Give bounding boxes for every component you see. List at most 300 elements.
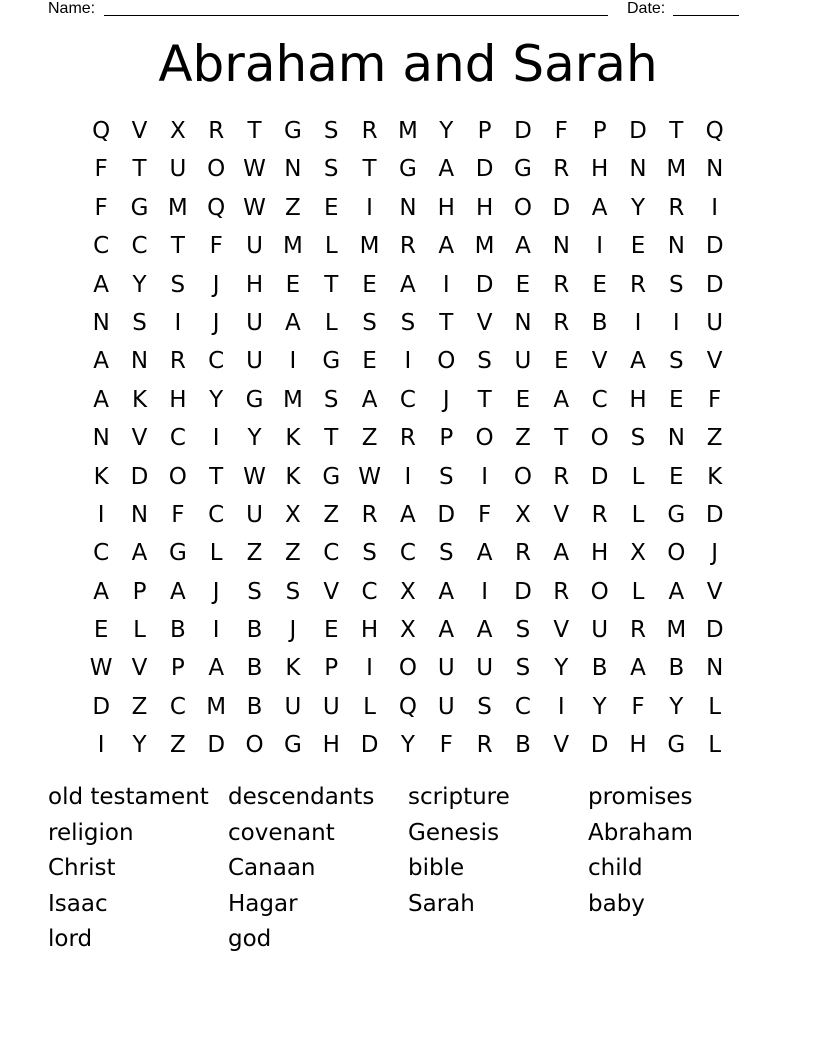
grid-letter: A [668, 578, 685, 605]
grid-letter: I [711, 194, 719, 221]
grid-letter: M [167, 194, 188, 221]
grid-letter: K [131, 386, 148, 413]
word-list-item: religion [48, 819, 134, 846]
grid-row [82, 534, 734, 572]
grid-letter: R [361, 118, 378, 144]
grid-letter: R [399, 233, 416, 260]
grid-letter: I [366, 655, 373, 682]
grid-letter: Z [285, 194, 301, 221]
grid-letter: I [596, 233, 604, 260]
grid-letter: I [289, 348, 297, 375]
grid-letter: F [209, 233, 223, 260]
word-search-grid [82, 112, 734, 765]
grid-letter: I [174, 309, 182, 336]
grid-letter: A [93, 386, 110, 413]
grid-letter: P [324, 655, 339, 682]
grid-letter: A [93, 348, 110, 375]
grid-letter: G [399, 156, 417, 183]
grid-letter: Y [209, 386, 224, 413]
grid-letter: W [243, 463, 266, 490]
grid-letter: J [212, 578, 220, 605]
grid-letter: V [553, 617, 570, 644]
grid-letter: L [363, 693, 376, 720]
grid-letter: S [477, 348, 492, 375]
grid-row [82, 649, 734, 687]
grid-letter: F [477, 501, 492, 528]
grid-letter: J [442, 386, 450, 413]
grid-letter: E [323, 194, 339, 221]
grid-letter: S [323, 386, 339, 413]
grid-letter: Y [132, 271, 147, 298]
grid-letter: Z [246, 540, 263, 567]
grid-letter: D [629, 118, 647, 144]
grid-letter: E [669, 463, 684, 490]
grid-letter: P [477, 118, 492, 144]
grid-letter: O [207, 156, 226, 183]
grid-letter: H [590, 156, 609, 183]
word-list-item: covenant [228, 819, 335, 846]
grid-row [82, 458, 734, 496]
grid-letter: N [667, 425, 685, 452]
grid-letter: A [438, 578, 455, 605]
grid-letter: O [168, 463, 187, 490]
grid-letter: F [631, 693, 645, 720]
word-list-item: promises [588, 784, 693, 810]
grid-letter: E [93, 617, 109, 644]
grid-letter: R [629, 617, 646, 644]
grid-letter: M [397, 118, 418, 144]
grid-letter: X [515, 501, 531, 528]
grid-letter: I [404, 463, 412, 490]
grid-letter: B [169, 617, 186, 644]
grid-letter: I [481, 463, 488, 490]
grid-letter: C [591, 386, 608, 413]
grid-letter: T [362, 156, 377, 183]
grid-letter: K [285, 463, 301, 490]
grid-letter: A [553, 540, 570, 567]
grid-letter: U [246, 233, 263, 260]
grid-letter: W [243, 156, 266, 183]
grid-letter: Z [169, 732, 186, 759]
grid-row [82, 688, 734, 726]
grid-letter: L [324, 309, 338, 336]
grid-letter: M [206, 693, 227, 720]
grid-letter: Q [92, 118, 111, 144]
grid-letter: P [132, 578, 147, 605]
grid-letter: I [634, 309, 642, 336]
word-list-item: scripture [408, 784, 510, 810]
grid-letter: A [476, 540, 493, 567]
grid-letter: J [212, 309, 220, 336]
grid-letter: A [169, 578, 186, 605]
grid-letter: Z [323, 501, 340, 528]
grid-letter: I [481, 578, 488, 605]
grid-letter: B [515, 732, 531, 759]
grid-letter: A [515, 233, 531, 260]
grid-letter: O [513, 463, 532, 490]
name-blank-line [104, 15, 608, 16]
grid-row [82, 419, 734, 457]
word-list-row [48, 780, 788, 816]
grid-letter: K [707, 463, 723, 490]
grid-letter: G [667, 501, 686, 528]
grid-letter: U [591, 617, 609, 644]
grid-letter: S [362, 309, 377, 336]
grid-row [82, 304, 734, 342]
grid-letter: V [706, 348, 723, 375]
word-list-item: Canaan [228, 855, 316, 882]
grid-letter: G [283, 732, 302, 759]
grid-letter: R [553, 463, 570, 490]
grid-row [82, 150, 734, 188]
grid-letter: A [400, 271, 416, 298]
grid-letter: I [97, 732, 105, 759]
word-list-item: Abraham [588, 819, 693, 846]
grid-letter: G [130, 194, 149, 221]
grid-letter: M [282, 386, 303, 413]
grid-letter: B [591, 309, 608, 336]
grid-letter: U [476, 655, 494, 682]
grid-letter: S [132, 309, 147, 336]
grid-letter: X [400, 617, 416, 644]
grid-letter: U [246, 348, 263, 375]
grid-letter: A [438, 233, 455, 260]
grid-letter: D [92, 693, 111, 720]
grid-letter: V [131, 425, 148, 452]
grid-letter: U [246, 501, 263, 528]
grid-letter: B [246, 693, 263, 720]
grid-letter: H [629, 732, 647, 759]
grid-letter: S [323, 156, 339, 183]
grid-letter: Q [705, 118, 724, 144]
grid-letter: A [438, 156, 455, 183]
grid-letter: B [668, 655, 685, 682]
grid-letter: V [323, 578, 340, 605]
grid-letter: E [515, 386, 531, 413]
grid-letter: Y [554, 655, 569, 682]
grid-letter: U [437, 655, 455, 682]
grid-row [82, 611, 734, 649]
grid-letter: S [477, 693, 492, 720]
grid-letter: L [209, 540, 223, 567]
grid-letter: C [399, 540, 416, 567]
grid-letter: C [169, 425, 186, 452]
grid-letter: S [170, 271, 186, 298]
grid-letter: R [553, 309, 570, 336]
grid-letter: C [323, 540, 340, 567]
grid-letter: T [324, 271, 339, 298]
word-list-row [48, 816, 788, 852]
grid-letter: I [672, 309, 680, 336]
grid-letter: H [590, 540, 609, 567]
grid-letter: I [442, 271, 450, 298]
grid-row [82, 496, 734, 534]
grid-letter: Y [592, 693, 607, 720]
grid-letter: D [705, 271, 724, 298]
grid-letter: E [554, 348, 569, 375]
grid-letter: D [514, 578, 532, 605]
grid-letter: E [630, 233, 646, 260]
grid-letter: K [93, 463, 109, 490]
grid-letter: H [245, 271, 264, 298]
word-list-item: Sarah [408, 890, 475, 917]
grid-letter: E [362, 348, 377, 375]
grid-letter: M [474, 233, 495, 260]
grid-letter: M [282, 233, 303, 260]
grid-letter: S [669, 348, 684, 375]
grid-letter: S [438, 463, 454, 490]
grid-letter: P [439, 425, 454, 452]
grid-letter: A [93, 578, 110, 605]
grid-letter: A [438, 617, 455, 644]
grid-letter: N [706, 655, 724, 682]
grid-letter: A [361, 386, 378, 413]
grid-letter: Y [669, 693, 684, 720]
grid-letter: F [94, 194, 108, 221]
grid-letter: U [246, 309, 263, 336]
grid-letter: D [207, 732, 226, 759]
grid-letter: C [399, 386, 416, 413]
word-list-row [48, 922, 788, 958]
grid-letter: L [631, 501, 645, 528]
grid-letter: H [360, 617, 379, 644]
grid-letter: H [169, 386, 187, 413]
word-list-item: descendants [228, 784, 375, 810]
grid-row [82, 342, 734, 380]
grid-letter: P [592, 118, 607, 144]
grid-letter: J [711, 540, 719, 567]
grid-letter: T [477, 386, 492, 413]
grid-letter: O [398, 655, 417, 682]
grid-letter: J [212, 271, 220, 298]
grid-letter: L [631, 578, 645, 605]
grid-letter: A [630, 348, 646, 375]
page-title: Abraham and Sarah [158, 35, 658, 93]
grid-letter: I [212, 425, 220, 452]
date-blank-line [673, 15, 739, 16]
grid-letter: R [553, 156, 570, 183]
grid-letter: O [590, 578, 609, 605]
grid-letter: S [285, 578, 301, 605]
name-label: Name: [48, 0, 96, 17]
word-list-item: god [228, 926, 272, 953]
grid-letter: R [476, 732, 493, 759]
grid-letter: N [92, 309, 110, 336]
grid-letter: T [439, 309, 454, 336]
grid-letter: N [130, 501, 149, 528]
grid-letter: N [130, 348, 149, 375]
grid-letter: R [399, 425, 416, 452]
grid-row [82, 189, 734, 227]
grid-letter: G [283, 118, 302, 144]
grid-letter: D [360, 732, 379, 759]
grid-letter: D [705, 501, 724, 528]
grid-letter: Z [285, 540, 301, 567]
grid-letter: B [591, 655, 608, 682]
grid-letter: R [208, 118, 225, 144]
word-list-item: Isaac [48, 890, 108, 917]
grid-letter: Q [398, 693, 417, 720]
grid-letter: Z [515, 425, 531, 452]
grid-letter: R [553, 578, 570, 605]
grid-letter: H [322, 732, 340, 759]
grid-letter: F [708, 386, 722, 413]
grid-letter: E [592, 271, 607, 298]
grid-letter: G [168, 540, 187, 567]
grid-letter: M [359, 233, 380, 260]
grid-letter: U [706, 309, 724, 336]
word-list-item: lord [48, 926, 93, 953]
grid-letter: D [437, 501, 456, 528]
grid-letter: K [285, 655, 301, 682]
word-list-item: Hagar [228, 890, 298, 917]
grid-letter: S [515, 617, 531, 644]
grid-letter: E [515, 271, 531, 298]
word-list-item: bible [408, 855, 465, 882]
grid-letter: E [669, 386, 684, 413]
grid-letter: N [629, 156, 647, 183]
grid-letter: R [591, 501, 608, 528]
grid-letter: T [324, 425, 339, 452]
grid-letter: R [514, 540, 531, 567]
grid-letter: D [475, 271, 494, 298]
grid-letter: V [131, 118, 148, 144]
grid-letter: W [243, 194, 266, 221]
grid-letter: K [285, 425, 301, 452]
grid-letter: C [93, 540, 110, 567]
grid-letter: N [284, 156, 302, 183]
grid-letter: T [132, 156, 147, 183]
grid-letter: T [247, 118, 262, 144]
grid-letter: I [366, 194, 373, 221]
grid-letter: B [246, 617, 263, 644]
grid-letter: N [92, 425, 110, 452]
grid-letter: W [89, 655, 113, 682]
grid-row [82, 227, 734, 265]
grid-letter: C [131, 233, 148, 260]
grid-letter: C [93, 233, 110, 260]
grid-letter: O [437, 348, 456, 375]
grid-letter: S [515, 655, 531, 682]
word-list-item: Christ [48, 855, 116, 882]
grid-letter: U [514, 348, 532, 375]
grid-letter: N [706, 156, 724, 183]
word-list-item: child [588, 855, 643, 882]
grid-letter: S [400, 309, 416, 336]
grid-letter: W [358, 463, 381, 490]
grid-letter: J [289, 617, 297, 644]
grid-letter: V [476, 309, 493, 336]
grid-letter: A [285, 309, 301, 336]
grid-letter: F [171, 501, 185, 528]
grid-letter: A [93, 271, 110, 298]
grid-letter: V [131, 655, 148, 682]
grid-letter: T [669, 118, 684, 144]
grid-letter: E [362, 271, 377, 298]
grid-letter: A [476, 617, 493, 644]
grid-letter: M [666, 156, 687, 183]
grid-letter: G [322, 463, 341, 490]
grid-letter: L [708, 732, 722, 759]
grid-letter: G [667, 732, 686, 759]
word-list-row [48, 887, 788, 923]
grid-row [82, 573, 734, 611]
grid-letter: L [133, 617, 146, 644]
grid-letter: D [130, 463, 149, 490]
grid-letter: D [590, 463, 609, 490]
grid-letter: S [362, 540, 377, 567]
grid-letter: C [169, 693, 186, 720]
grid-row [82, 266, 734, 304]
grid-letter: X [169, 118, 186, 144]
grid-letter: Y [439, 118, 454, 144]
grid-letter: Y [132, 732, 147, 759]
grid-letter: U [169, 156, 187, 183]
date-label: Date: [627, 0, 666, 17]
grid-letter: Y [400, 732, 415, 759]
grid-letter: Z [131, 693, 148, 720]
grid-letter: S [438, 540, 454, 567]
grid-letter: A [630, 655, 646, 682]
grid-letter: O [245, 732, 264, 759]
grid-letter: D [705, 617, 724, 644]
grid-letter: O [513, 194, 532, 221]
grid-letter: Z [706, 425, 723, 452]
grid-letter: Z [361, 425, 378, 452]
grid-letter: X [630, 540, 646, 567]
grid-letter: V [591, 348, 608, 375]
grid-letter: S [323, 118, 339, 144]
grid-letter: D [590, 732, 609, 759]
grid-row [82, 726, 734, 764]
grid-letter: V [553, 501, 570, 528]
grid-letter: A [591, 194, 608, 221]
grid-letter: L [631, 463, 645, 490]
grid-letter: D [514, 118, 532, 144]
grid-letter: P [170, 655, 185, 682]
grid-letter: Q [207, 194, 226, 221]
grid-letter: N [552, 233, 570, 260]
grid-letter: I [212, 617, 220, 644]
grid-row [82, 381, 734, 419]
grid-letter: S [630, 425, 646, 452]
grid-letter: C [208, 501, 225, 528]
grid-letter: U [284, 693, 302, 720]
grid-letter: L [324, 233, 338, 260]
grid-letter: I [404, 348, 412, 375]
grid-letter: N [667, 233, 685, 260]
grid-letter: A [208, 655, 225, 682]
grid-letter: U [437, 693, 455, 720]
grid-letter: D [475, 156, 494, 183]
grid-letter: O [667, 540, 686, 567]
grid-letter: C [208, 348, 225, 375]
grid-letter: X [285, 501, 301, 528]
grid-letter: R [169, 348, 186, 375]
grid-letter: F [94, 156, 108, 183]
grid-letter: T [170, 233, 185, 260]
grid-letter: V [706, 578, 723, 605]
grid-letter: T [209, 463, 224, 490]
grid-letter: N [514, 309, 532, 336]
grid-letter: A [131, 540, 148, 567]
grid-letter: O [590, 425, 609, 452]
grid-letter: S [247, 578, 262, 605]
grid-letter: G [514, 156, 532, 183]
grid-row [82, 112, 734, 150]
grid-letter: M [666, 617, 687, 644]
grid-letter: H [629, 386, 647, 413]
